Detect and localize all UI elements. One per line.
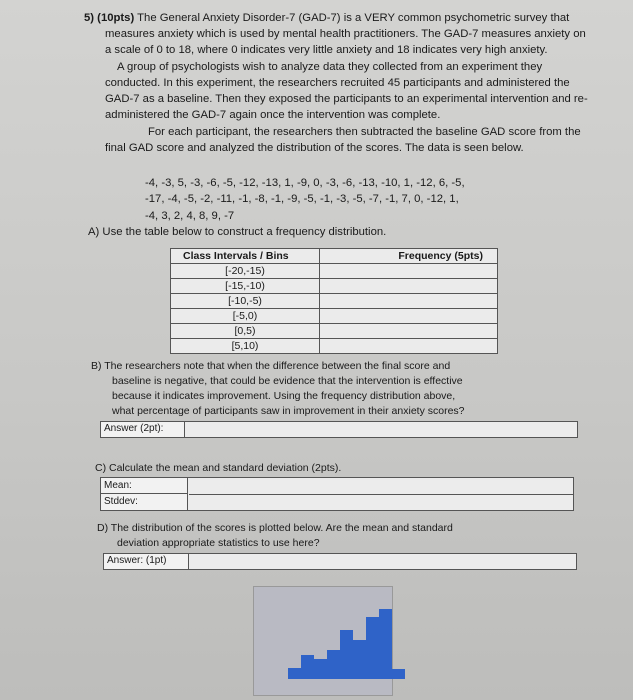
question-line-3: a scale of 0 to 18, where 0 indicates very little anxiety and 18 indicates very high anxiety. — [105, 44, 548, 56]
histogram-bar — [366, 617, 379, 679]
table-header-row — [171, 249, 498, 264]
bin-label: [-5,0) — [171, 309, 320, 324]
frequency-cell[interactable] — [320, 309, 498, 324]
histogram-plot — [253, 586, 393, 696]
part-b-answer-box[interactable] — [100, 421, 578, 438]
table-row — [171, 279, 498, 294]
histogram-bar — [353, 640, 366, 679]
header-bins: Class Intervals / Bins — [171, 249, 320, 264]
header-frequency: Frequency (5pts) — [320, 249, 498, 264]
part-d-answer-label-cell — [103, 553, 189, 570]
stddev-label-cell — [100, 493, 188, 511]
question-line-1: 5) (10pts) The General Anxiety Disorder-7 (GAD-7) is a VERY common psychometric survey that — [84, 12, 570, 24]
bin-label: [-20,-15) — [171, 264, 320, 279]
stddev-label: Stddev: — [104, 496, 138, 507]
histogram-bar — [288, 668, 301, 679]
table-row — [171, 264, 498, 279]
mean-label: Mean: — [104, 480, 132, 491]
question-line-8: For each participant, the researchers then subtracted the baseline GAD score from the — [148, 126, 581, 138]
frequency-cell[interactable] — [320, 339, 498, 354]
part-d-answer-box[interactable] — [103, 553, 577, 570]
part-c-prompt: C) Calculate the mean and standard deviation (2pts). — [95, 462, 342, 474]
part-b-line-1: B) The researchers note that when the difference between the final score and — [91, 360, 451, 372]
question-line-7: administered the GAD-7 again once the intervention was complete. — [105, 109, 441, 121]
data-values-line-1: -4, -3, 5, -3, -6, -5, -12, -13, 1, -9, 0, -3, -6, -13, -10, 1, -12, 6, -5, — [145, 177, 465, 189]
histogram-bar — [327, 650, 340, 679]
bin-label: [0,5) — [171, 324, 320, 339]
bin-label: [-15,-10) — [171, 279, 320, 294]
data-values-line-3: -4, 3, 2, 4, 8, 9, -7 — [145, 210, 235, 222]
histogram-bar — [340, 630, 353, 679]
question-line-6: GAD-7 as a baseline. Then they exposed the participants to an experimental intervention and re- — [105, 93, 588, 105]
histogram-bar — [314, 659, 327, 679]
part-c-answer-box — [100, 477, 574, 511]
question-line-4: A group of psychologists wish to analyze data they collected from an experiment they — [117, 61, 543, 73]
histogram-bar — [392, 669, 405, 679]
part-a-prompt: A) Use the table below to construct a frequency distribution. — [88, 226, 387, 238]
frequency-cell[interactable] — [320, 264, 498, 279]
table-row — [171, 324, 498, 339]
question-line-5: conducted. In this experiment, the researchers recruited 45 participants and administered the — [105, 77, 570, 89]
frequency-cell[interactable] — [320, 294, 498, 309]
histogram-bar — [301, 655, 314, 679]
table-row — [171, 339, 498, 354]
part-b-answer-label-cell — [100, 421, 185, 438]
part-b-line-4: what percentage of participants saw in improvement in their anxiety scores? — [112, 405, 465, 417]
part-b-line-2: baseline is negative, that could be evidence that the intervention is effective — [112, 375, 463, 387]
frequency-cell[interactable] — [320, 279, 498, 294]
part-b-answer-label: Answer (2pt): — [104, 423, 164, 434]
data-values-line-2: -17, -4, -5, -2, -11, -1, -8, -1, -9, -5, -1, -3, -5, -7, -1, 7, 0, -12, 1, — [145, 193, 459, 205]
frequency-cell[interactable] — [320, 324, 498, 339]
mean-input[interactable] — [189, 478, 573, 494]
question-line-2: measures anxiety which is used by mental health practitioners. The GAD-7 measures anxiety on — [105, 28, 586, 40]
part-b-line-3: because it indicates improvement. Using the frequency distribution above, — [112, 390, 456, 402]
bin-label: [-10,-5) — [171, 294, 320, 309]
frequency-table — [170, 248, 498, 354]
table-row — [171, 309, 498, 324]
stddev-input[interactable] — [189, 494, 573, 511]
histogram-bar — [379, 609, 392, 679]
part-d-answer-label: Answer: (1pt) — [107, 555, 167, 566]
table-row — [171, 294, 498, 309]
part-d-line-2: deviation appropriate statistics to use here? — [117, 537, 320, 549]
question-line-9: final GAD score and analyzed the distribution of the scores. The data is seen below. — [105, 142, 524, 154]
bin-label: [5,10) — [171, 339, 320, 354]
part-d-line-1: D) The distribution of the scores is plotted below. Are the mean and standard — [97, 522, 453, 534]
